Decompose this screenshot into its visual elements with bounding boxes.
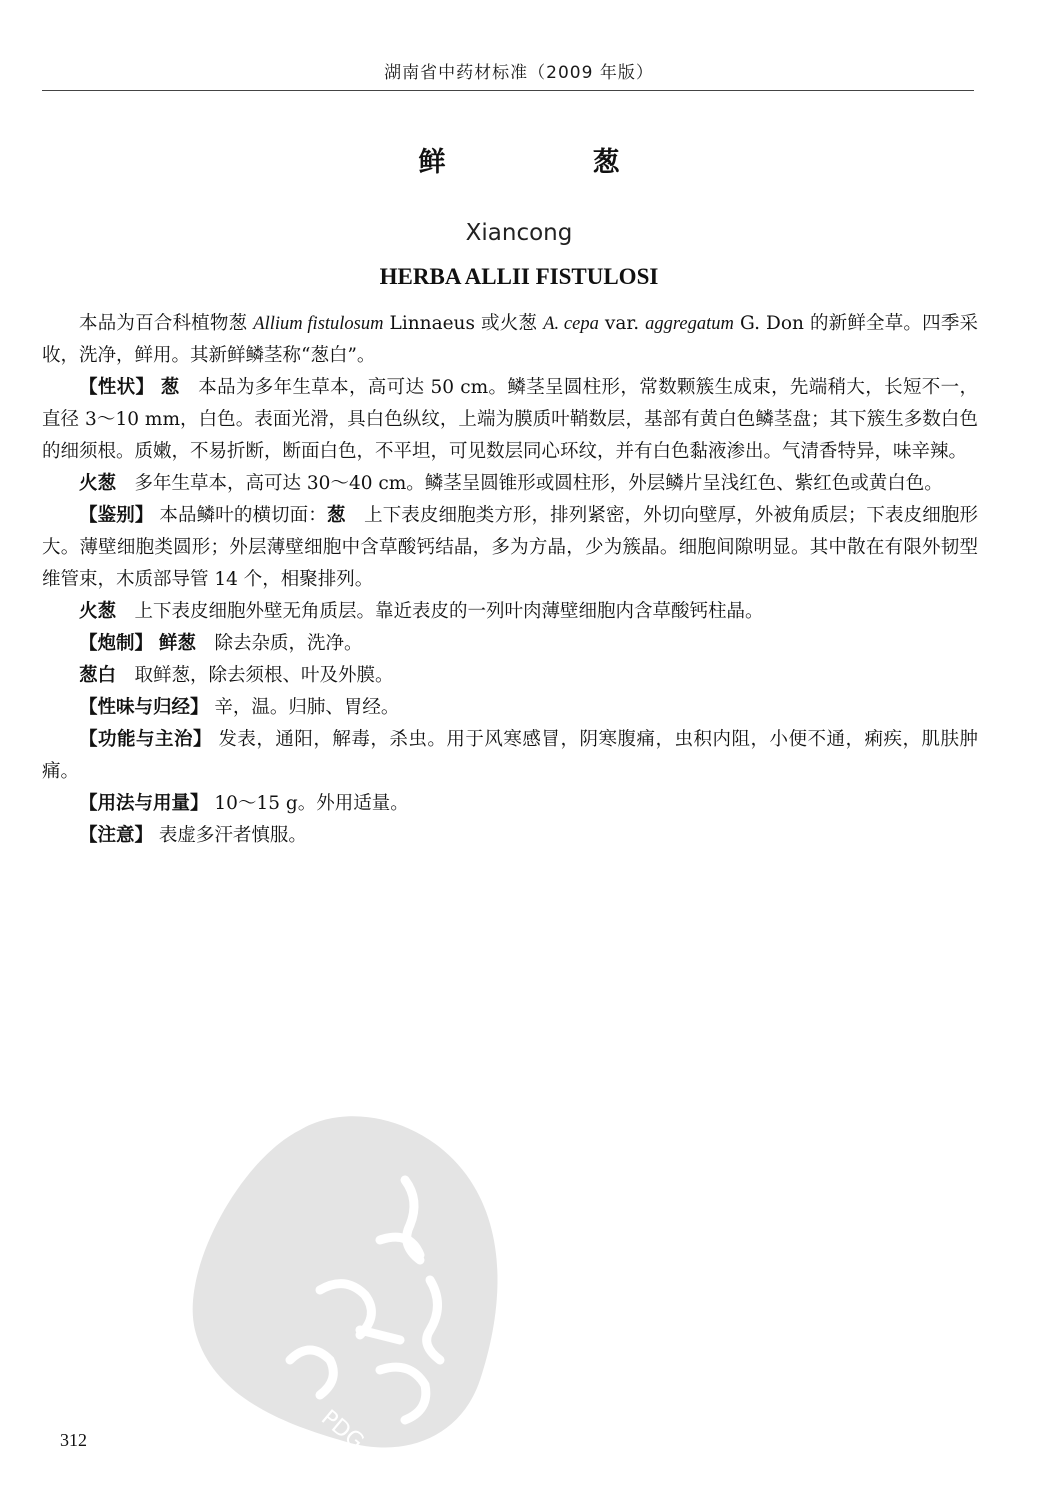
sub-label: 葱 [160,377,180,398]
section-label: 【性状】 [79,377,155,398]
page-title: 鲜 葱 [418,147,680,178]
jianbie-huocong-paragraph: 火葱 上下表皮细胞外壁无角质层。靠近表皮的一列叶肉薄壁细胞内含草酸钙柱晶。 [79,601,764,622]
running-header: 湖南省中药材标准（2009 年版） [384,63,654,83]
section-label: 【性味与归经】 [79,697,209,718]
sub-label: 火葱 [79,473,117,494]
jianbie-paragraph: 【鉴别】 本品鳞叶的横切面：葱 上下表皮细胞类方形，排列紧密，外切向壁厚，外被角质层；下表皮细胞形大。薄壁细胞类圆形；外层薄壁细胞中含草酸钙结晶，多为方晶，少为簇晶。细胞间隙明显。其中散在有限外韧型维管束，木质部导管 14 个，相聚排列。 [42,505,978,590]
section-label: 【功能与主治】 [79,729,213,750]
gongneng-paragraph: 【功能与主治】 发表，通阳，解毒，杀虫。用于风寒感冒，阴寒腹痛，虫积内阻，小便不通，痢疾，肌肤肿痛。 [42,729,978,782]
section-label: 【注意】 [79,825,154,846]
paozhi-congbai-paragraph: 葱白 取鲜葱，除去须根、叶及外膜。 [79,665,394,686]
intro-paragraph: 本品为百合科植物葱 Allium fistulosum Linnaeus 或火葱 A. cepa var. aggregatum G. Don 的新鲜全草。四季采收，洗净，鲜用。其新鲜鳞茎称“葱白”。 [42,313,979,366]
zhuyi-paragraph: 【注意】 表虚多汗者慎服。 [79,825,307,846]
sub-label: 葱白 [79,665,117,686]
xingzhuang-huocong-paragraph: 火葱 多年生草本，高可达 30～40 cm。鳞茎呈圆锥形或圆柱形，外层鳞片呈浅红色、紫红色或黄白色。 [79,473,943,494]
sub-label: 葱 [326,505,346,526]
page-number: 312 [60,1430,87,1450]
sub-label: 鲜葱 [158,633,196,654]
watermark-text: PDG [316,1405,369,1455]
pinyin-title: Xiancong [465,220,573,246]
paozhi-paragraph: 【炮制】 鲜葱 除去杂质，洗净。 [79,633,363,654]
header-divider [42,90,974,91]
section-label: 【炮制】 [79,633,154,654]
section-label: 【鉴别】 [79,505,154,526]
latin-title: HERBA ALLII FISTULOSI [379,264,659,289]
xingwei-paragraph: 【性味与归经】 辛，温。归肺、胃经。 [79,697,400,718]
watermark-seal [180,1090,520,1460]
sub-label: 火葱 [79,601,117,622]
yongfa-paragraph: 【用法与用量】 10～15 g。外用适量。 [79,793,409,814]
monograph-body [42,308,978,852]
xingzhuang-paragraph: 【性状】 葱 本品为多年生草本，高可达 50 cm。鳞茎呈圆柱形，常数颗簇生成束，先端稍大，长短不一，直径 3～10 mm，白色。表面光滑，具白色纵纹，上端为膜质叶鞘数层，基部有黄白色鳞茎盘；其下簇生多数白色的细须根。质嫩，不易折断，断面白色，不平坦，可见数层同心环纹，并有白色黏液渗出。气清香特异，味辛辣。 [42,377,978,462]
section-label: 【用法与用量】 [79,793,209,814]
